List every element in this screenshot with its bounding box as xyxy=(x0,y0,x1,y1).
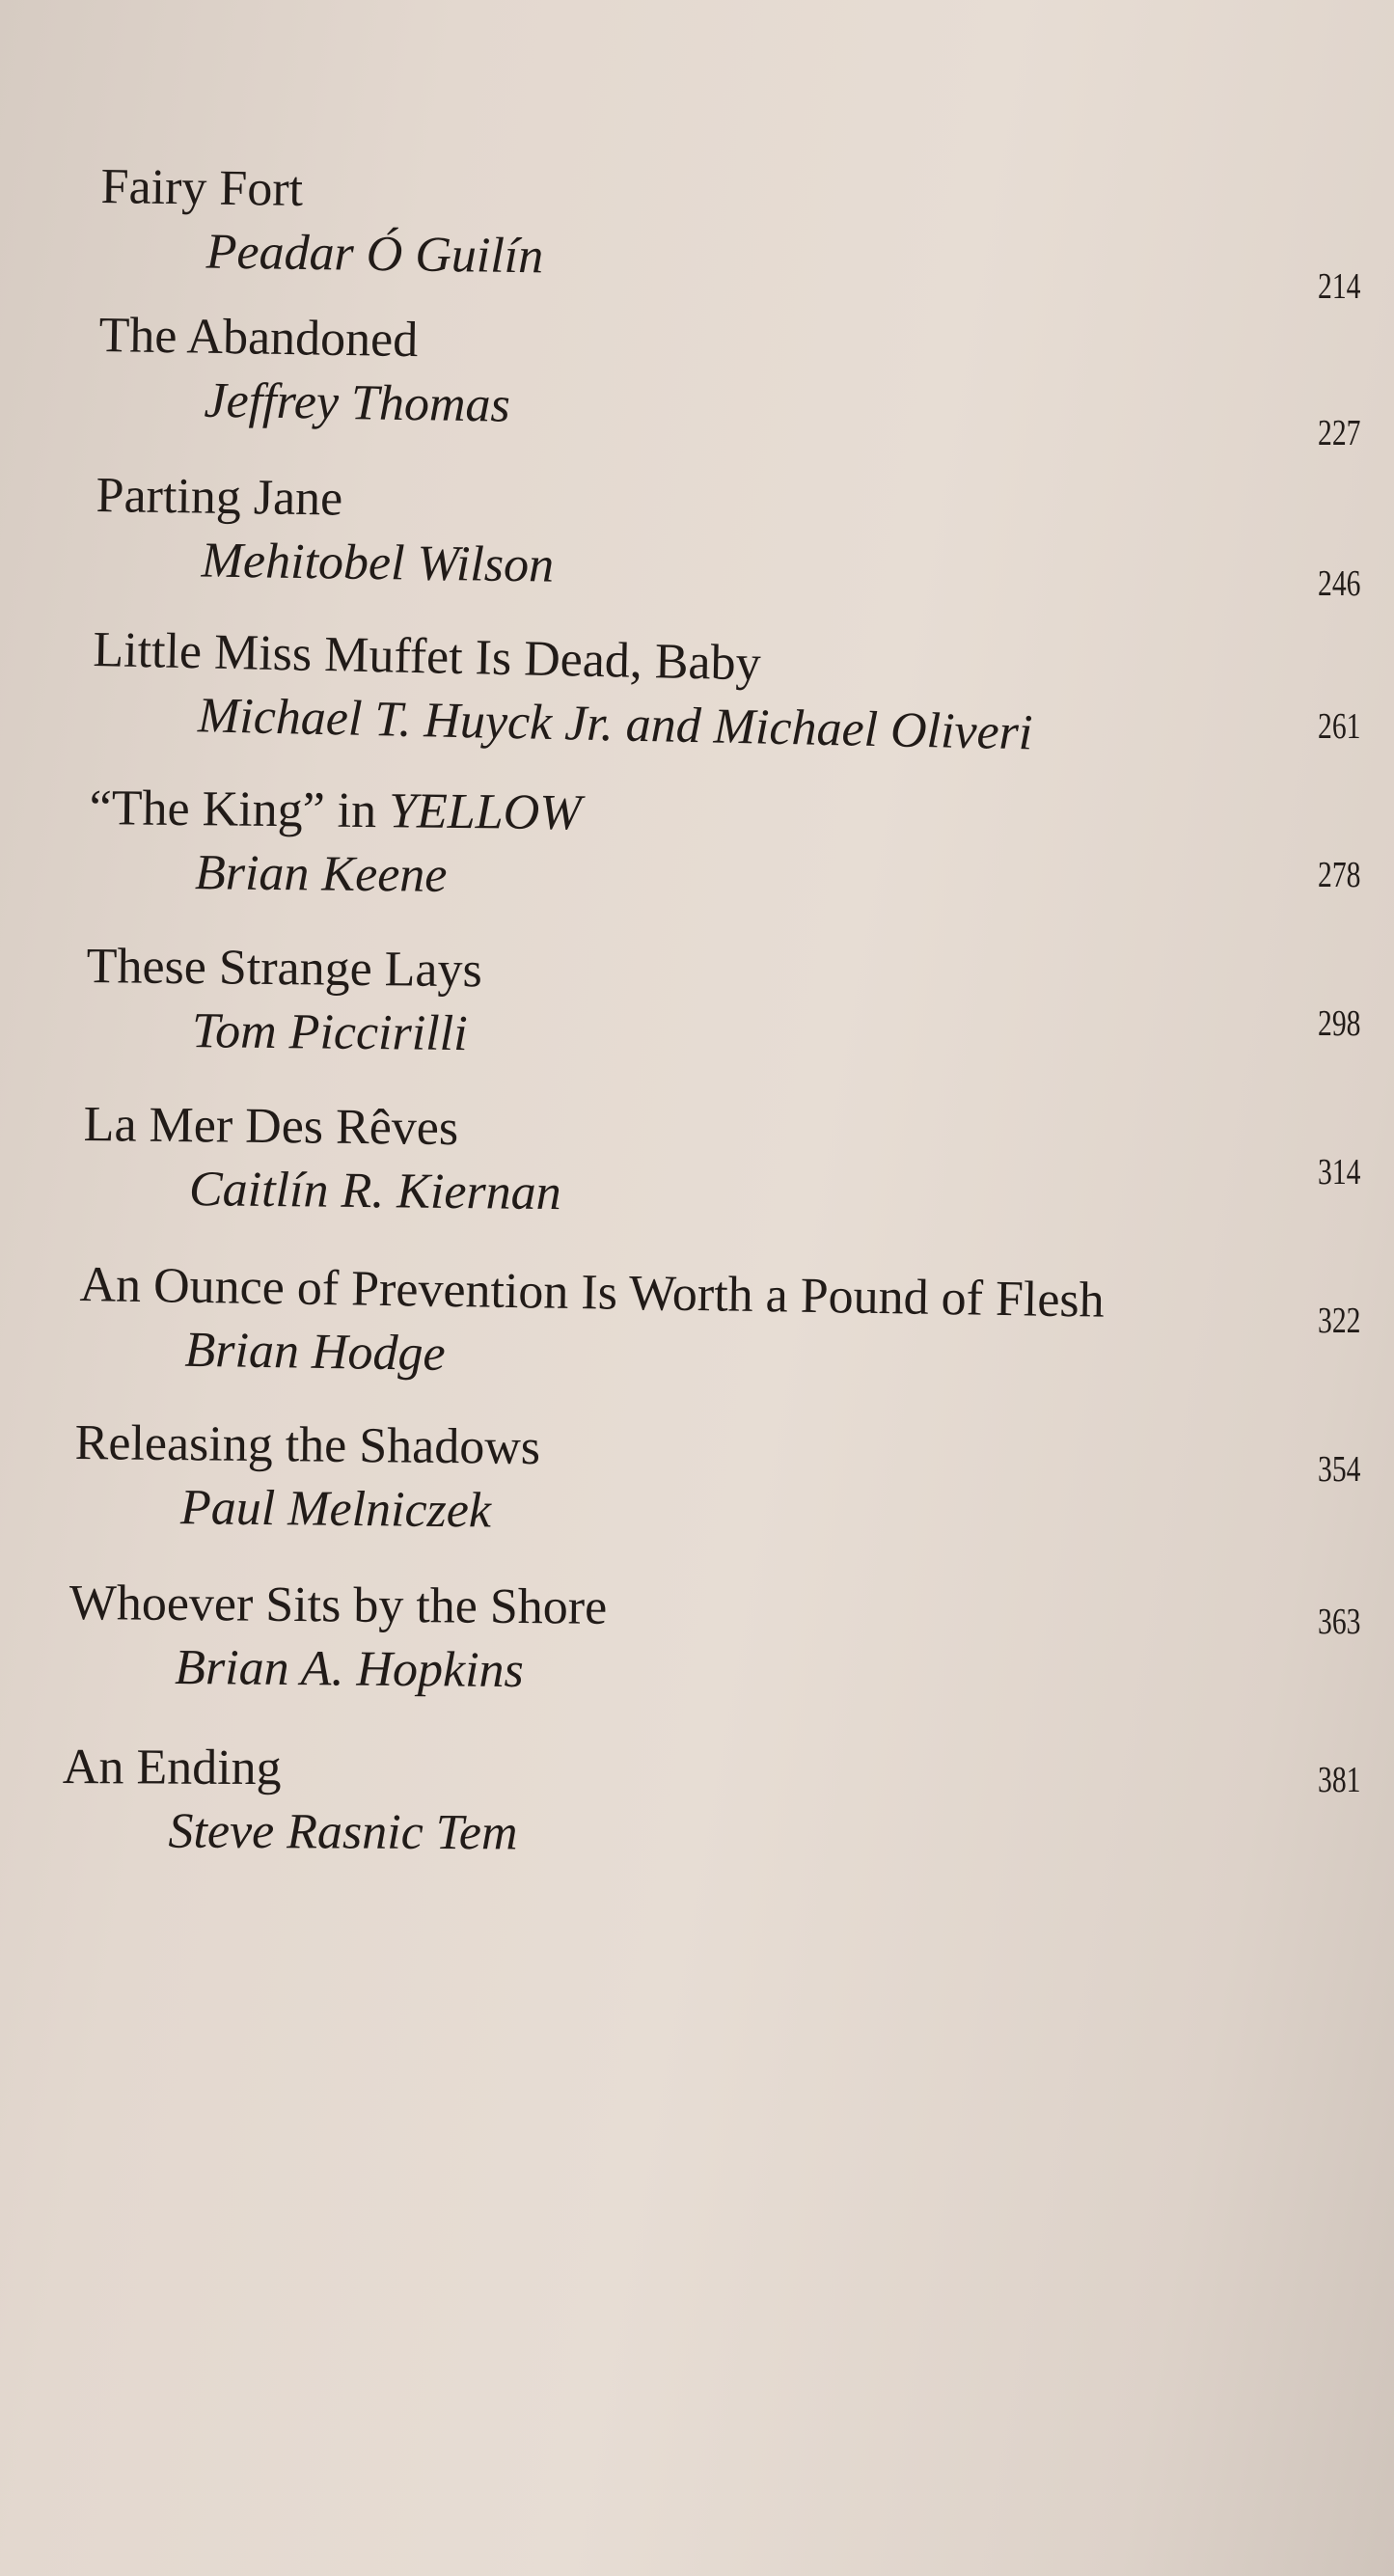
toc-entry xyxy=(83,1097,562,1221)
story-author: Caitlín R. Kiernan xyxy=(188,1162,562,1221)
toc-entry xyxy=(74,1415,541,1539)
page-number: 354 xyxy=(1318,1449,1361,1490)
story-author: Peadar Ó Guilín xyxy=(205,224,544,285)
page-number: 322 xyxy=(1318,1301,1361,1341)
page-number: 261 xyxy=(1318,706,1361,747)
story-author: Michael T. Huyck Jr. and Michael Oliveri xyxy=(197,688,1033,761)
story-title: La Mer Des Rêves xyxy=(83,1097,459,1157)
story-author: Jeffrey Thomas xyxy=(204,372,511,433)
story-author: Brian Keene xyxy=(194,845,448,903)
story-author: Brian A. Hopkins xyxy=(174,1639,525,1699)
story-title: An Ounce of Prevention Is Worth a Pound of Flesh xyxy=(79,1257,1106,1329)
toc-entry xyxy=(95,468,555,593)
page-number: 314 xyxy=(1318,1152,1361,1192)
story-author: Mehitobel Wilson xyxy=(201,533,555,593)
story-title-emphasis: YELLOW xyxy=(388,783,582,841)
page-number: 246 xyxy=(1318,563,1361,604)
story-title xyxy=(89,781,582,841)
toc-entry xyxy=(78,1257,1106,1390)
story-title: Little Miss Muffet Is Dead, Baby xyxy=(92,622,762,692)
page-number: 363 xyxy=(1318,1602,1361,1642)
toc-entry xyxy=(68,1578,607,1697)
toc-entry xyxy=(62,1740,518,1861)
story-author: Brian Hodge xyxy=(184,1322,447,1382)
page-number: 298 xyxy=(1318,1003,1361,1044)
story-title: Fairy Fort xyxy=(100,159,304,217)
story-title: An Ending xyxy=(62,1740,282,1796)
story-title: Parting Jane xyxy=(96,468,343,527)
page-number: 381 xyxy=(1318,1760,1361,1800)
story-author: Steve Rasnic Tem xyxy=(168,1803,518,1861)
story-title: These Strange Lays xyxy=(86,939,483,999)
story-title: Releasing the Shadows xyxy=(74,1415,541,1476)
story-title: Whoever Sits by the Shore xyxy=(68,1576,608,1635)
story-title-prefix: “The King” in xyxy=(89,781,390,839)
story-author: Tom Piccirilli xyxy=(191,1003,468,1062)
page-number: 214 xyxy=(1318,266,1361,307)
page-number: 278 xyxy=(1318,855,1361,895)
toc-entry xyxy=(99,159,544,285)
story-title: The Abandoned xyxy=(98,308,419,369)
story-author: Paul Melniczek xyxy=(179,1480,492,1539)
toc-entry xyxy=(97,308,511,433)
toc-entry xyxy=(92,622,1035,761)
page-number: 227 xyxy=(1318,413,1361,453)
toc-entry xyxy=(89,783,582,902)
toc-entry xyxy=(86,939,483,1062)
